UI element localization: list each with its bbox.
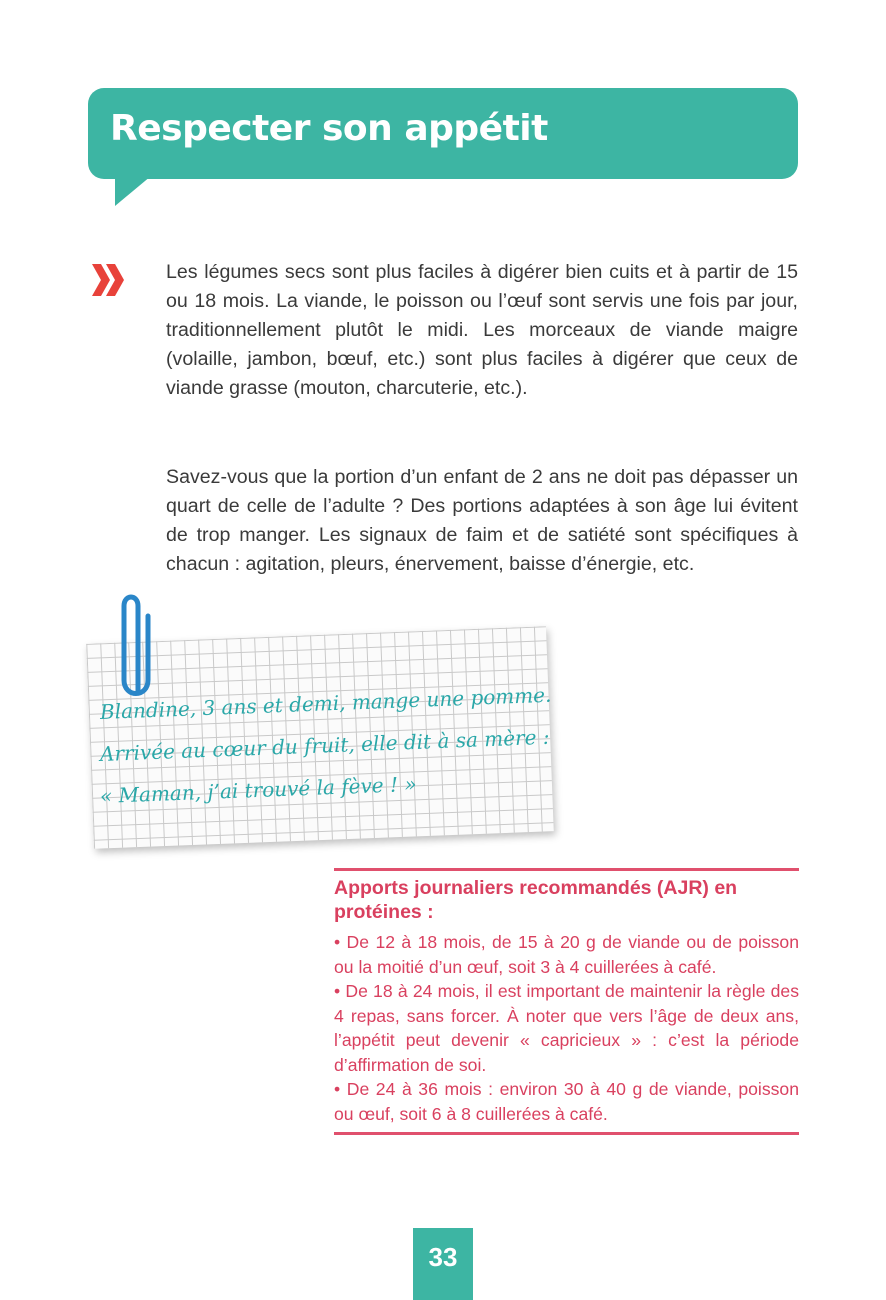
note-line-3: « Maman, j’ai trouvé la fève ! » [99, 771, 418, 808]
ajr-title: Apports journaliers recommandés (AJR) en protéines : [334, 877, 738, 923]
ajr-item-3: • De 24 à 36 mois : environ 30 à 40 g de viande, poisson ou œuf, soit 6 à 8 cuillerées à café. [334, 1079, 799, 1124]
title-banner [88, 88, 798, 179]
body-paragraph-1: Les légumes secs sont plus faciles à digérer bien cuits et à partir de 15 ou 18 mois. La viande, le poisson ou l’œuf sont servis une fois par jour, traditionnellement plutôt le midi. Les morceaux de viande maigre (volaille, jambon, bœuf, etc.) sont plus faciles à digérer que ceux de viande grasse (mouton, charcuterie, etc.). [166, 261, 798, 399]
paperclip-icon [108, 584, 158, 704]
double-chevron-icon [88, 260, 128, 300]
page-number: 33 [428, 1242, 458, 1272]
title-banner-tail [115, 176, 151, 206]
page-title: Respecter son appétit [110, 108, 548, 149]
ajr-item-1: • De 12 à 18 mois, de 15 à 20 g de viande ou de poisson ou la moitié d’un œuf, soit 3 à 4 cuillerées à café. [334, 932, 799, 977]
page-number-box [413, 1228, 473, 1300]
note-line-1: Blandine, 3 ans et demi, mange une pomme. [99, 682, 552, 724]
ajr-item-2: • De 18 à 24 mois, il est important de maintenir la règle des 4 repas, sans forcer. À noter que vers l’âge de deux ans, l’appétit peut devenir « capricieux » : c’est la période d’affirmation de soi. [334, 981, 799, 1075]
ajr-box [334, 868, 799, 1135]
note-line-2: Arrivée au cœur du fruit, elle dit à sa mère : [99, 724, 550, 766]
body-paragraph-2: Savez-vous que la portion d’un enfant de 2 ans ne doit pas dépasser un quart de celle de l’adulte ? Des portions adaptées à son âge lui évitent de trop manger. Les signaux de faim et de satiété sont spécifiques à chacun : agitation, pleurs, énervement, baisse d’énergie, etc. [166, 466, 798, 575]
